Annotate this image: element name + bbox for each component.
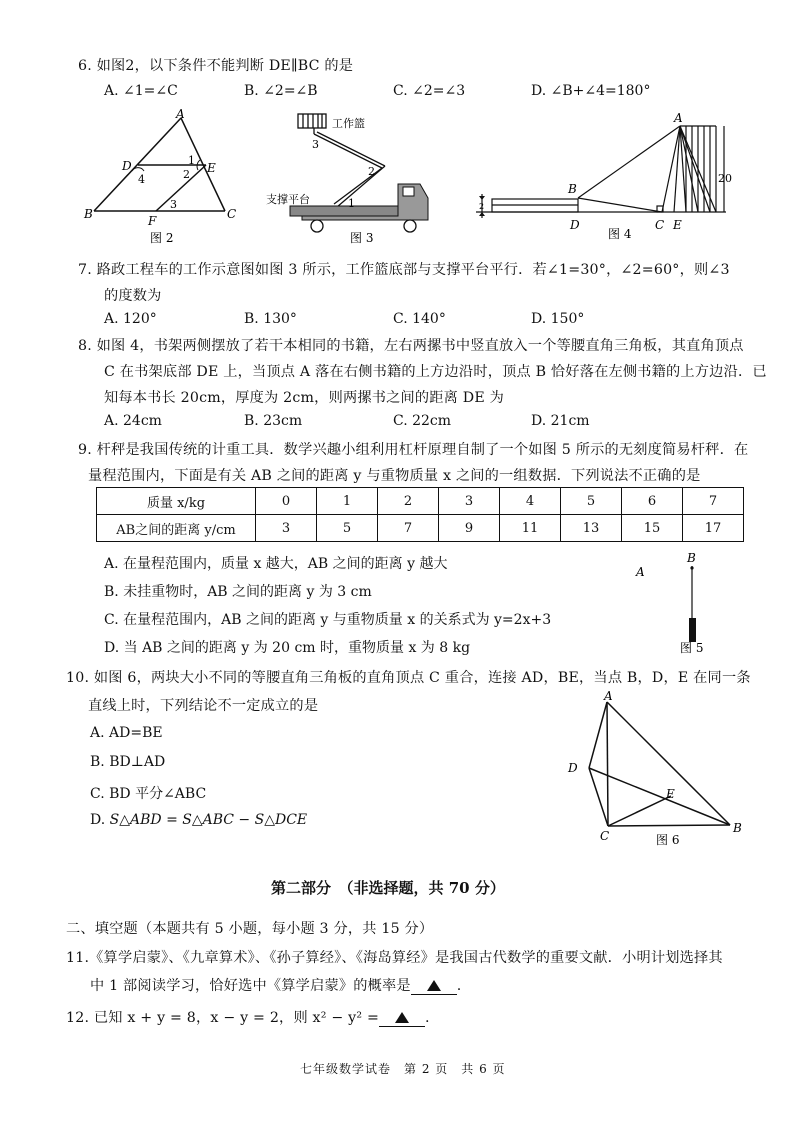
fig2-label-D: D [122, 159, 132, 173]
fig3-angle-3: 3 [312, 138, 319, 151]
q9-option-c: C. 在量程范围内，AB 之间的距离 y 与重物质量 x 的关系式为 y=2x+3 [104, 612, 552, 628]
q7-option-b: B. 130° [244, 311, 297, 327]
q10-option-d-prefix: D. [90, 812, 110, 828]
fig6-label-E: E [666, 787, 675, 801]
fig4-label-A: A [674, 111, 683, 125]
q10-option-a: A. AD=BE [90, 725, 163, 741]
q12-stem-text: 12. 已知 x + y = 8，x − y = 2，则 x² − y² = [66, 1010, 380, 1026]
table-cell: 7 [378, 515, 439, 542]
fig2-angle-4: 4 [138, 173, 145, 186]
fig2-label-B: B [84, 207, 93, 221]
q6-stem: 6. 如图2，以下条件不能判断 DE∥BC 的是 [78, 58, 354, 74]
triangle-icon [395, 1012, 409, 1023]
q7-stem-line1: 7. 路政工程车的工作示意图如图 3 所示，工作篮底部与支撑平台平行．若∠1=30°，∠2=60°，则∠3 [78, 262, 730, 278]
fig2-label-F: F [148, 214, 157, 228]
table-header-mass: 质量 x/kg [97, 488, 256, 515]
table-cell: 9 [439, 515, 500, 542]
q9-option-b: B. 未挂重物时，AB 之间的距离 y 为 3 cm [104, 584, 372, 600]
fig5-caption: 图 5 [680, 641, 704, 655]
q11-stem-line2 [90, 975, 462, 995]
fig2-label-C: C [227, 207, 237, 221]
q8-option-a: A. 24cm [104, 413, 162, 429]
fig4-caption: 图 4 [608, 227, 632, 241]
q11-stem-line1: 11.《算学启蒙》、《九章算术》、《孙子算经》、《海岛算经》是我国古代数学的重要文献．小明计划选择其 [66, 950, 723, 966]
figure-6 [560, 690, 750, 850]
table-cell: 0 [256, 488, 317, 515]
table-cell: 7 [683, 488, 744, 515]
page-footer: 七年级数学试卷 第 2 页 共 6 页 [300, 1062, 506, 1076]
q12-answer-blank[interactable] [379, 1010, 425, 1027]
fig6-label-A: A [604, 690, 613, 703]
figure-4 [476, 108, 744, 243]
q8-option-b: B. 23cm [244, 413, 303, 429]
q12-tail: . [425, 1010, 430, 1026]
table-cell: 5 [317, 515, 378, 542]
q10-option-d [90, 812, 307, 828]
part2-title: 第二部分 （非选择题，共 70 分） [271, 879, 505, 897]
q9-option-d: D. 当 AB 之间的距离 y 为 20 cm 时，重物质量 x 为 8 kg [104, 640, 471, 656]
q10-stem-line1: 10. 如图 6，两块大小不同的等腰直角三角板的直角顶点 C 重合，连接 AD，BE，当点 B，D，E 在同一条 [66, 670, 751, 686]
q7-option-c: C. 140° [393, 311, 446, 327]
q12-stem [66, 1007, 430, 1027]
figure-3 [262, 108, 452, 248]
fig4-label-20: 20 [718, 172, 732, 185]
fig2-label-E: E [207, 161, 216, 175]
fig5-label-A: A [636, 565, 645, 579]
fig4-label-D: D [570, 218, 580, 232]
q10-option-c: C. BD 平分∠ABC [90, 786, 207, 802]
fig2-label-A: A [176, 108, 185, 121]
q7-stem-line2: 的度数为 [104, 288, 162, 304]
fig3-basket-label: 工作篮 [332, 117, 365, 130]
fig3-platform-label: 支撑平台 [266, 193, 310, 206]
table-row [97, 515, 744, 542]
table-cell: 3 [439, 488, 500, 515]
q8-option-d: D. 21cm [531, 413, 590, 429]
q9-option-a: A. 在量程范围内，质量 x 越大，AB 之间的距离 y 越大 [104, 556, 448, 572]
q6-option-b: B. ∠2=∠B [244, 83, 318, 99]
q7-option-d: D. 150° [531, 311, 585, 327]
q6-option-a: A. ∠1=∠C [104, 83, 178, 99]
figure-5 [628, 548, 728, 658]
fig3-angle-1: 1 [348, 197, 355, 210]
table-cell: 6 [622, 488, 683, 515]
q10-option-d-formula: S△ABD = S△ABC − S△DCE [109, 812, 308, 828]
fig4-label-B: B [568, 182, 577, 196]
fig5-label-B: B [687, 551, 696, 565]
table-cell: 4 [500, 488, 561, 515]
table-cell: 17 [683, 515, 744, 542]
fig2-angle-1: 1 [188, 154, 195, 167]
q11-tail: . [456, 978, 462, 994]
table-cell: 3 [256, 515, 317, 542]
table-cell: 5 [561, 488, 622, 515]
q8-stem-line3: 知每本书长 20cm，厚度为 2cm，则两摞书之间的距离 DE 为 [104, 390, 504, 406]
q10-option-b: B. BD⊥AD [90, 754, 166, 770]
fig3-caption: 图 3 [350, 231, 374, 245]
q9-stem-line2: 量程范围内，下面是有关 AB 之间的距离 y 与重物质量 x 之间的一组数据．下列说法不正确的是 [88, 468, 701, 484]
table-cell: 15 [622, 515, 683, 542]
fig6-label-D: D [568, 761, 578, 775]
fig2-angle-3: 3 [170, 198, 177, 211]
fig3-angle-2: 2 [368, 165, 375, 178]
table-cell: 13 [561, 515, 622, 542]
triangle-icon [427, 980, 441, 991]
figure-2 [80, 108, 250, 248]
q8-stem-line2: C 在书架底部 DE 上，当顶点 A 落在右侧书籍的上方边沿时，顶点 B 恰好落在左侧书籍的上方边沿．已 [104, 364, 767, 380]
fig4-label-2: 2 [479, 202, 485, 211]
q11-answer-blank[interactable] [411, 978, 457, 995]
fig2-angle-2: 2 [183, 168, 190, 181]
table-cell: 1 [317, 488, 378, 515]
q6-option-d: D. ∠B+∠4=180° [531, 83, 651, 99]
table-cell: 11 [500, 515, 561, 542]
table-header-distance: AB之间的距离 y/cm [97, 515, 256, 542]
fig6-label-B: B [733, 821, 742, 835]
section2-title: 二、填空题（本题共有 5 小题，每小题 3 分，共 15 分） [66, 921, 434, 937]
q9-data-table [96, 487, 744, 542]
q7-option-a: A. 120° [104, 311, 157, 327]
q9-stem-line1: 9. 杆秤是我国传统的计重工具．数学兴趣小组利用杠杆原理自制了一个如图 5 所示的无刻度简易杆秤．在 [78, 442, 749, 458]
fig6-label-C: C [600, 829, 610, 843]
table-cell: 2 [378, 488, 439, 515]
fig6-caption: 图 6 [656, 833, 680, 847]
q11-stem-text: 中 1 部阅读学习，恰好选中《算学启蒙》的概率是 [90, 978, 411, 994]
table-row [97, 488, 744, 515]
q8-option-c: C. 22cm [393, 413, 452, 429]
fig4-label-C: C [655, 218, 665, 232]
q6-option-c: C. ∠2=∠3 [393, 83, 466, 99]
fig4-label-E: E [673, 218, 682, 232]
fig2-caption: 图 2 [150, 231, 174, 245]
q10-stem-line2: 直线上时，下列结论不一定成立的是 [88, 698, 319, 714]
q8-stem-line1: 8. 如图 4，书架两侧摆放了若干本相同的书籍，左右两摞书中竖直放入一个等腰直角三角板，其直角顶点 [78, 338, 744, 354]
